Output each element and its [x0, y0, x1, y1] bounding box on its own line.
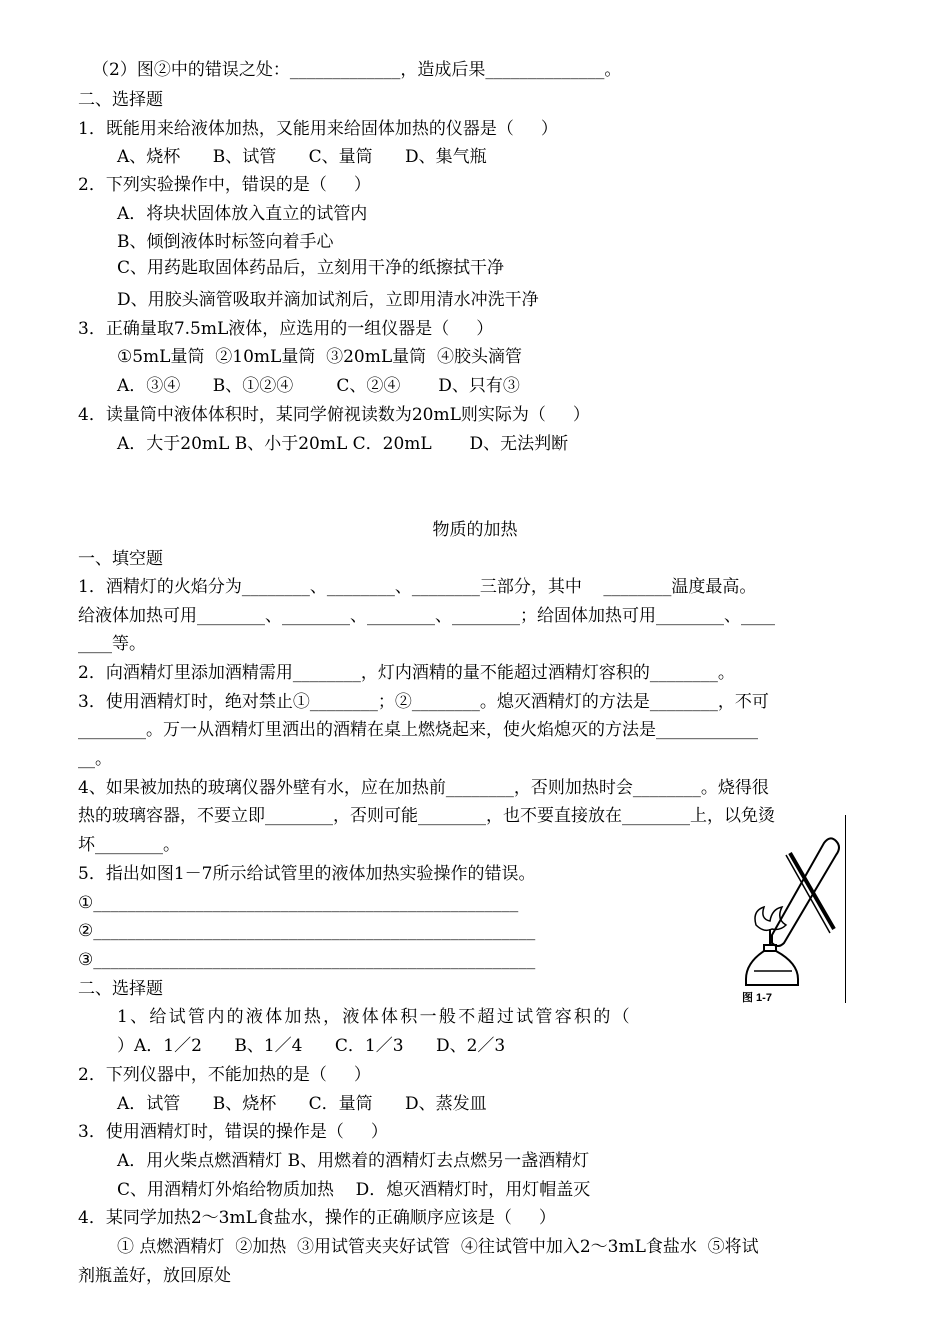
question-3: 3．使用酒精灯时，错误的操作是（ ）	[78, 1122, 388, 1142]
fill-line: 3．使用酒精灯时，绝对禁止①________；②________。熄灭酒精灯的方法是________，不可	[78, 692, 769, 712]
fill-line: ________。万一从酒精灯里洒出的酒精在桌上燃烧起来，使火焰熄灭的方法是____________	[78, 720, 758, 740]
question-2-option-b: B、倾倒液体时标签向着手心	[117, 232, 334, 252]
question-2-options: A．试管 B、烧杯 C．量筒 D、蒸发皿	[117, 1094, 487, 1114]
answer-blank: ③____________________________________________________	[78, 950, 536, 970]
question-1: 1．既能用来给液体加热，又能用来给固体加热的仪器是（ ）	[78, 119, 558, 139]
fill-line: ____等。	[78, 634, 146, 654]
question-3-options: A．③④ B、①②④ C、②④ D、只有③	[117, 376, 520, 396]
section-heading: 二、选择题	[78, 90, 163, 110]
question-1-options: ）A．1／2 B、1／4 C．1／3 D、2／3	[117, 1036, 506, 1056]
question-1: 1、给试管内的液体加热，液体体积一般不超过试管容积的（	[117, 1007, 632, 1027]
question-4-options: A．大于20mL B、小于20mL C．20mL D、无法判断	[117, 434, 569, 454]
section-heading: 二、选择题	[78, 979, 163, 999]
question-3-options-cd: C、用酒精灯外焰给物质加热 D．熄灭酒精灯时，用灯帽盖灭	[117, 1180, 591, 1200]
fill-line: 热的玻璃容器，不要立即________，否则可能________，也不要直接放在________上，以免烫	[78, 806, 775, 826]
question-3-options-ab: A．用火柴点燃酒精灯 B、用燃着的酒精灯去点燃另一盏酒精灯	[117, 1151, 590, 1171]
question-2-option-d: D、用胶头滴管吸取并滴加试剂后，立即用清水冲洗干净	[117, 290, 539, 310]
question-4: 4．某同学加热2～3mL食盐水，操作的正确顺序应该是（ ）	[78, 1208, 556, 1228]
question-2: 2．下列仪器中，不能加热的是（ ）	[78, 1065, 371, 1085]
question-3: 3．正确量取7.5mL液体，应选用的一组仪器是（ ）	[78, 319, 494, 339]
figure-label: 图 1-7	[742, 992, 772, 1004]
alcohol-lamp-test-tube-icon	[742, 815, 846, 1005]
question-1-options: A、烧杯 B、试管 C、量筒 D、集气瓶	[117, 147, 487, 167]
answer-blank: ②____________________________________________________	[78, 921, 536, 941]
fill-line: __。	[78, 749, 112, 769]
fill-line: 给液体加热可用________、________、________、________；给固体加热可用________、____	[78, 606, 775, 626]
alcohol-lamp-test-tube-figure	[742, 815, 846, 1005]
question-2-option-a: A．将块状固体放入直立的试管内	[117, 204, 368, 224]
section-title: 物质的加热	[432, 520, 518, 540]
answer-blank: ①__________________________________________________	[78, 893, 519, 913]
question-2: 2．下列实验操作中，错误的是（ ）	[78, 175, 371, 195]
question-4-steps-cont: 剂瓶盖好，放回原处	[78, 1266, 231, 1286]
question-4: 4．读量筒中液体体积时，某同学俯视读数为20mL则实际为（ ）	[78, 405, 590, 425]
question-4-steps: ① 点燃酒精灯 ②加热 ③用试管夹夹好试管 ④往试管中加入2～3mL食盐水 ⑤将试	[117, 1237, 759, 1257]
question-line: （2）图②中的错误之处：_____________，造成后果______________。	[92, 60, 622, 80]
fill-line: 坏________。	[78, 835, 180, 855]
fill-line: 4、如果被加热的玻璃仪器外壁有水，应在加热前________，否则加热时会________。烧得很	[78, 778, 769, 798]
fill-line: 1．酒精灯的火焰分为________、________、________三部分，其中 ________温度最高。	[78, 577, 757, 597]
question-2-option-c: C、用药匙取固体药品后，立刻用干净的纸擦拭干净	[117, 258, 505, 278]
question-3-items: ①5mL量筒 ②10mL量筒 ③20mL量筒 ④胶头滴管	[117, 347, 522, 367]
fill-line: 2．向酒精灯里添加酒精需用________，灯内酒精的量不能超过酒精灯容积的________。	[78, 663, 735, 683]
fill-line: 5．指出如图1－7所示给试管里的液体加热实验操作的错误。	[78, 864, 536, 884]
section-heading: 一、填空题	[78, 549, 163, 569]
